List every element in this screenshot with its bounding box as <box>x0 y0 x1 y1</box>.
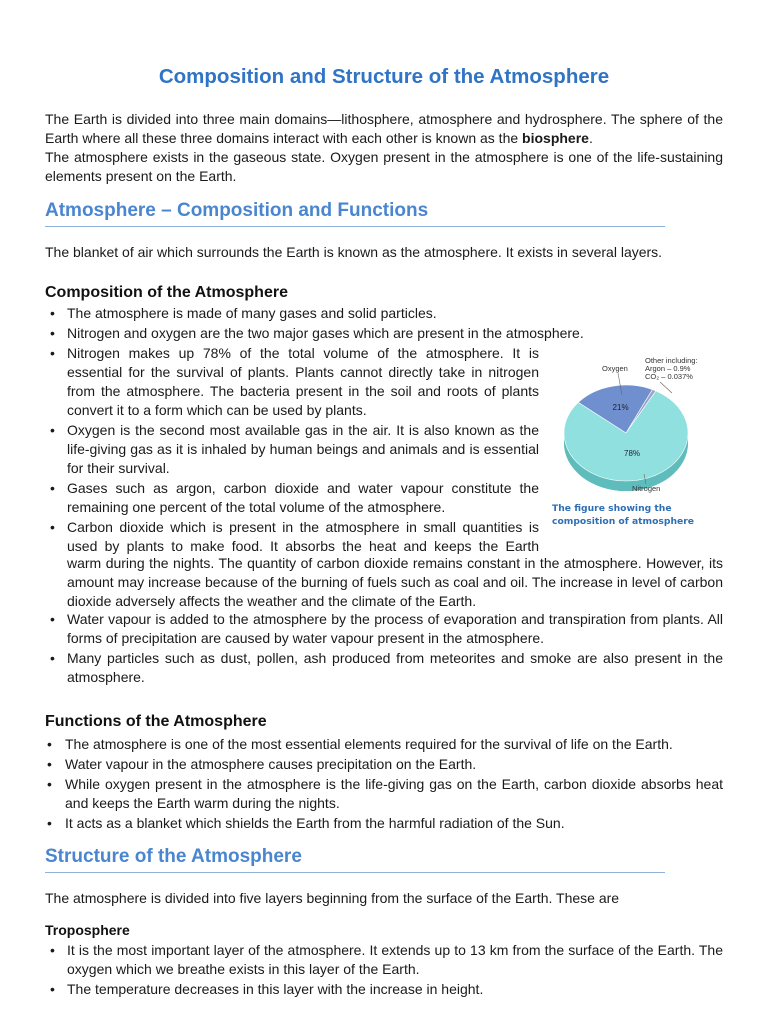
list-item: • It acts as a blanket which shields the Earth from the harmful radiation of the Sun. <box>45 814 723 833</box>
composition-pie-chart <box>560 345 735 505</box>
functions-heading: Functions of the Atmosphere <box>45 713 267 730</box>
composition-list-side <box>45 344 539 557</box>
list-item: • Nitrogen and oxygen are the two major gases which are present in the atmosphere. <box>45 324 723 343</box>
oxygen-label: Oxygen <box>602 364 628 373</box>
intro-text: The Earth is divided into three main domains—lithosphere, atmosphere and hydrosphere. The sphere of the Earth where all these three domains interact with each other is known as the <box>45 111 723 146</box>
section-heading-structure: Structure of the Atmosphere <box>45 846 302 867</box>
pie-leader-line <box>660 382 672 393</box>
section-divider <box>45 226 665 227</box>
page-title: Composition and Structure of the Atmosphere <box>158 65 610 88</box>
biosphere-term: biosphere <box>522 130 589 146</box>
co2-continuation: warm during the nights. The quantity of carbon dioxide remains constant in the atmosphere. However, its amount may increase because of the burning of fuels such as coal and oil. The increase in level of carbon dioxide adversely affects the weather and the climate of the Earth. <box>67 555 723 609</box>
list-item: • Oxygen is the second most available gas in the air. It is also known as the life-giving gas as it is inhaled by human beings and animals and is essential for their survival. <box>45 421 539 478</box>
intro-period: . <box>588 130 593 146</box>
composition-list-bottom <box>45 610 723 688</box>
nitrogen-label: Nitrogen <box>632 484 661 493</box>
composition-list-top <box>45 304 723 344</box>
list-item: • Gases such as argon, carbon dioxide and water vapour constitute the remaining one percent of the total volume of the atmosphere. <box>45 479 539 517</box>
list-item: • It is the most important layer of the atmosphere. It extends up to 13 km from the surface of the Earth. The oxygen which we breathe exists in this layer of the Earth. <box>45 941 723 979</box>
list-item: • The temperature decreases in this layer with the increase in height. <box>45 980 723 999</box>
list-item: • Carbon dioxide which is present in the atmosphere in small quantities is used by plants to make food. It absorbs the heat and keeps the Earth <box>45 518 539 556</box>
list-item: • Nitrogen makes up 78% of the total volume of the atmosphere. It is essential for the survival of plants. Plants cannot directly take in nitrogen from the atmosphere. The bacteria present in the soil and roots of plants convert it to a form which can be used by plants. <box>45 344 539 420</box>
pie-slice-label-oxygen: 21% <box>612 403 629 413</box>
chart-caption-line1: The figure showing the <box>552 503 672 514</box>
list-item: • Water vapour is added to the atmosphere by the process of evaporation and transpiration from plants. All forms of precipitation are caused by water vapour present in the atmosphere. <box>45 610 723 648</box>
other-label-line2: Argon – 0.9% <box>645 364 691 373</box>
troposphere-heading: Troposphere <box>45 922 130 938</box>
pie-slice-label-nitrogen: 78% <box>624 449 641 458</box>
intro-paragraph <box>45 110 723 148</box>
structure-intro: The atmosphere is divided into five layers beginning from the surface of the Earth. These are <box>45 890 620 906</box>
list-item: • While oxygen present in the atmosphere is the life-giving gas on the Earth, carbon dioxide absorbs heat and keeps the Earth warm during the nights. <box>45 775 723 813</box>
list-item: • The atmosphere is one of the most essential elements required for the survival of life on the Earth. <box>45 735 723 754</box>
section-heading-composition-functions: Atmosphere – Composition and Functions <box>45 200 429 221</box>
list-item: • Water vapour in the atmosphere causes precipitation on the Earth. <box>45 755 723 774</box>
list-item: • The atmosphere is made of many gases and solid particles. <box>45 304 723 323</box>
composition-heading: Composition of the Atmosphere <box>45 284 288 301</box>
other-label-line3: CO₂ – 0.037% <box>645 372 693 381</box>
list-item: • Many particles such as dust, pollen, ash produced from meteorites and smoke are also present in the atmosphere. <box>45 649 723 687</box>
troposphere-list <box>45 941 723 1000</box>
other-label-line1: Other including: <box>645 356 698 365</box>
intro-paragraph-2: The atmosphere exists in the gaseous state. Oxygen present in the atmosphere is one of the life-sustaining elements present on the Earth. <box>45 149 723 184</box>
section-divider <box>45 872 665 873</box>
pie-chart-slices <box>564 373 688 484</box>
atmosphere-definition: The blanket of air which surrounds the Earth is known as the atmosphere. It exists in several layers. <box>45 244 663 260</box>
chart-caption <box>552 502 694 528</box>
functions-list <box>45 735 723 834</box>
chart-caption-line2: composition of atmosphere <box>552 516 694 527</box>
